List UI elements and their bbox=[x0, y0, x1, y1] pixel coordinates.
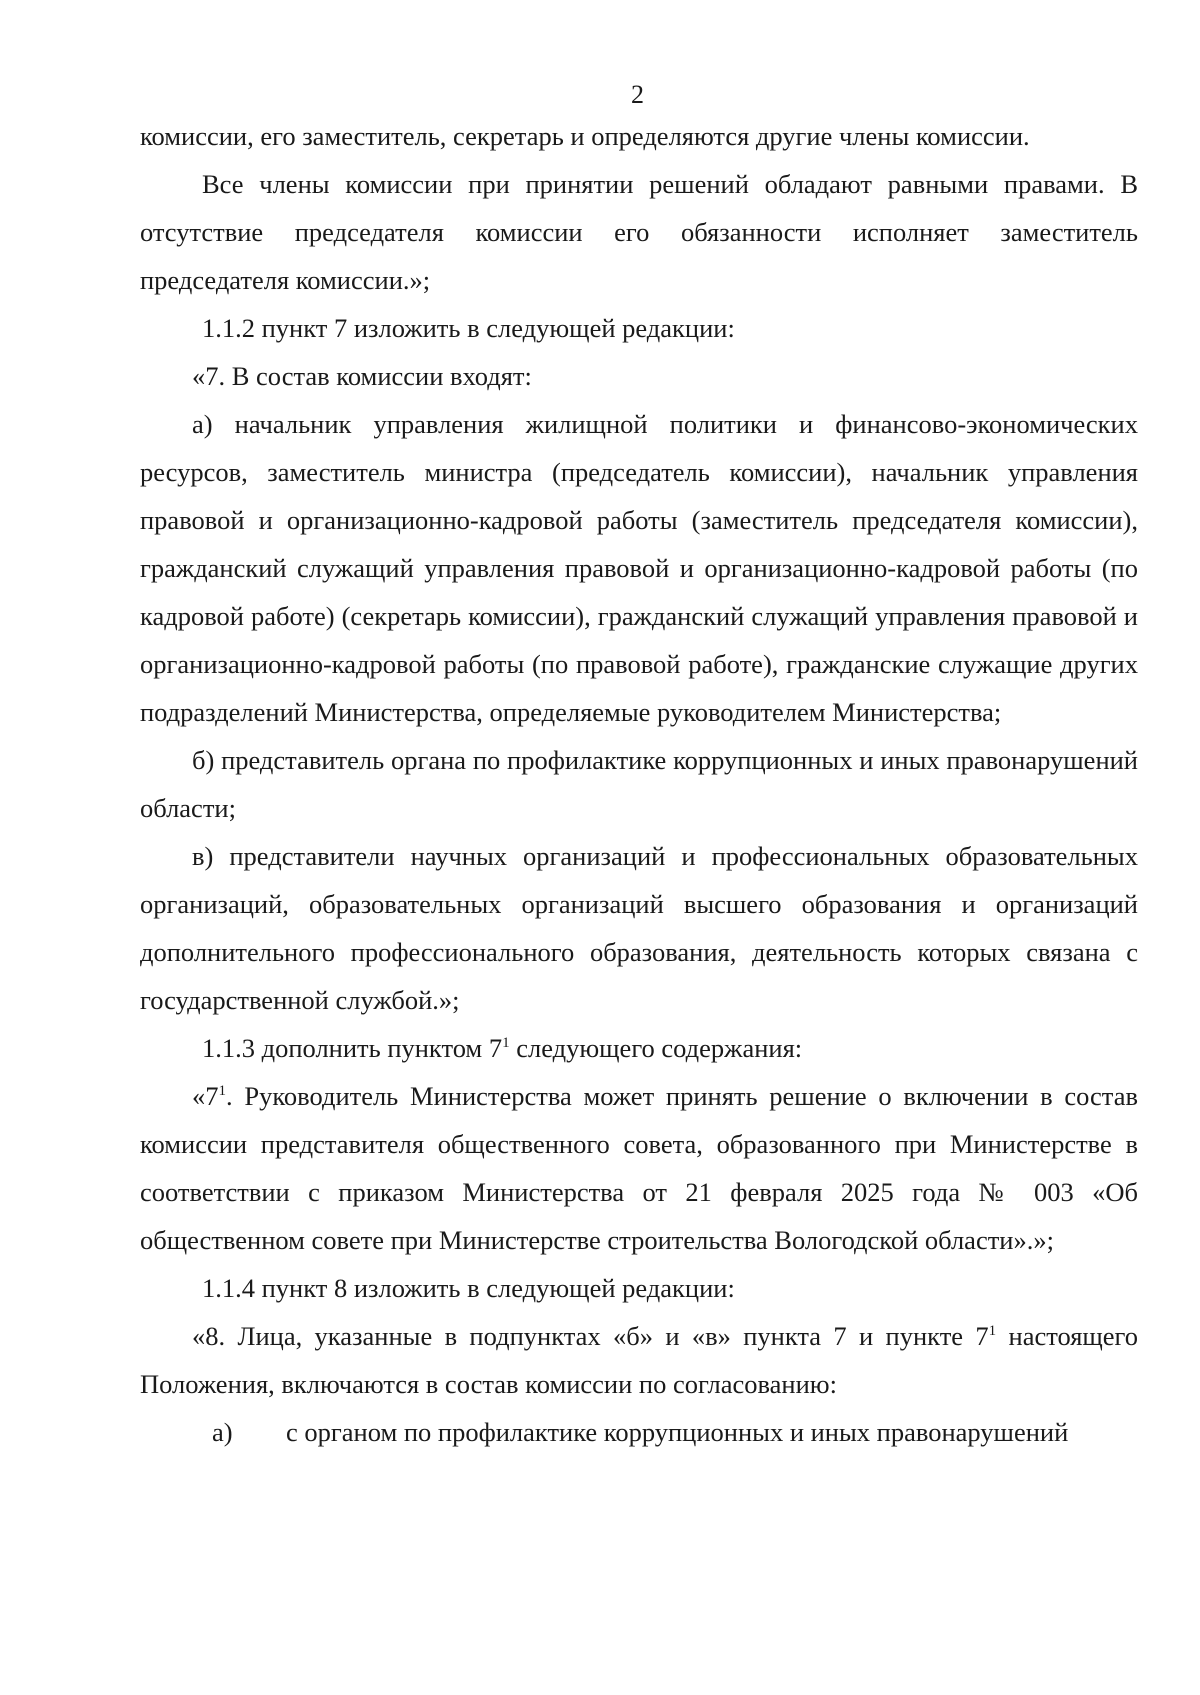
list-item-text: с органом по профилактике коррупционных и иных правонарушений bbox=[286, 1417, 1069, 1447]
paragraph-1-1-3-text: 1.1.3 дополнить пунктом 7 bbox=[202, 1033, 503, 1063]
superscript: 1 bbox=[988, 1323, 997, 1340]
paragraph-item-a: а) начальник управления жилищной политики и финансово-экономических ресурсов, заместитель министра (председатель комиссии), начальник управления правовой и организационно-кадровой работы (заместитель председателя комиссии), гражданский служащий управления правовой и организационно-кадровой работы (по кадровой работе) (секретарь комиссии), гражданский служащий управления правовой и организационно-кадровой работы (по правовой работе), гражданские служащие других подразделений Министерства, определяемые руководителем Министерства; bbox=[140, 409, 1138, 727]
paragraph-item-8-a bbox=[140, 1408, 1138, 1456]
paragraph-item-7-heading: «7. В состав комиссии входят: bbox=[192, 361, 532, 391]
paragraph-item-v: в) представители научных организаций и профессиональных образовательных организаций, образовательных организаций высшего образования и организаций дополнительного профессионального образования, деятельность которых связана с государственной службой.»; bbox=[140, 841, 1138, 1015]
paragraph-item-7-1-start: «7 bbox=[192, 1081, 219, 1111]
paragraph-item-b: б) представитель органа по профилактике коррупционных и иных правонарушений области; bbox=[140, 745, 1138, 823]
paragraph-equal-rights: Все члены комиссии при принятии решений обладают равными правами. В отсутствие председателя комиссии его обязанности исполняет заместитель председателя комиссии.»; bbox=[140, 169, 1138, 295]
page-number: 2 bbox=[631, 80, 644, 109]
paragraph-1-1-4: 1.1.4 пункт 8 изложить в следующей редакции: bbox=[202, 1273, 735, 1303]
paragraph-1-1-3 bbox=[140, 1024, 1138, 1072]
paragraph-continuation: комиссии, его заместитель, секретарь и определяются другие члены комиссии. bbox=[140, 121, 1030, 151]
paragraph-1-1-3-text-end: следующего содержания: bbox=[509, 1033, 803, 1063]
paragraph-item-8 bbox=[140, 1312, 1138, 1408]
superscript: 1 bbox=[502, 1035, 510, 1052]
superscript: 1 bbox=[218, 1083, 226, 1100]
paragraph-item-7-1-text: . Руководитель Министерства может принять решение о включении в состав комиссии представителя общественного совета, образованного при Министерстве в соответствии с приказом Министерства от 21 февраля 2025 года № 003 «Об общественном совете при Министерстве строительства Вологодской области».»; bbox=[140, 1081, 1138, 1255]
paragraph-1-1-2: 1.1.2 пункт 7 изложить в следующей редакции: bbox=[202, 313, 735, 343]
paragraph-item-7-1 bbox=[140, 1072, 1138, 1264]
paragraph-item-8-text: «8. Лица, указанные в подпунктах «б» и «в» пункта 7 и пункте 7 bbox=[192, 1321, 989, 1351]
paragraph-item-8-text-end: настоящего Положения, включаются в состав комиссии по согласованию: bbox=[140, 1321, 1139, 1399]
list-marker: а) bbox=[212, 1417, 233, 1447]
document-body bbox=[140, 112, 1138, 1456]
